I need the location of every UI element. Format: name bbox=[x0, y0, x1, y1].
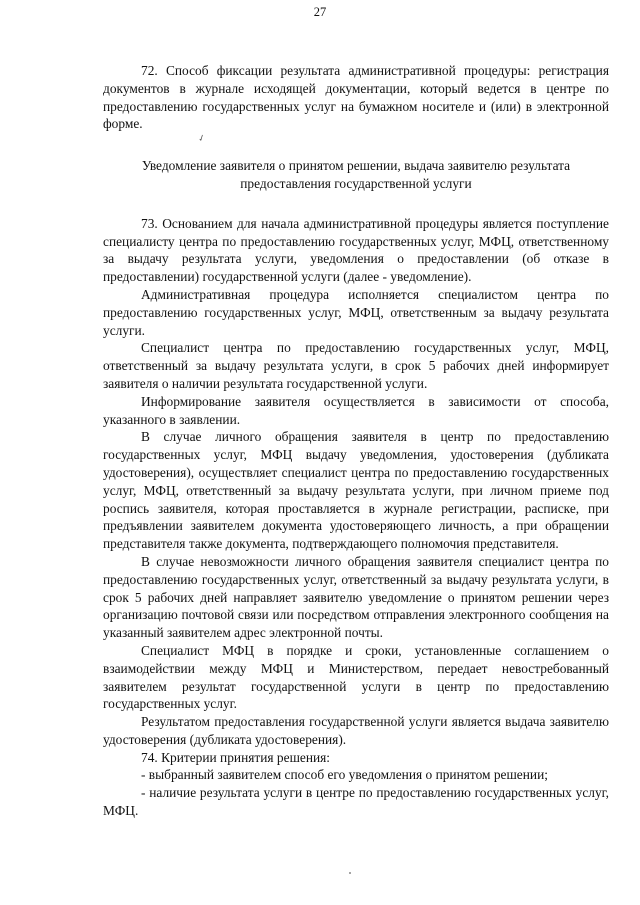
paragraph-72: 72. Способ фиксации результата административной процедуры: регистрация документов в журнале исходящей документации, который ведется в центре по предоставлению государственных услуг на бумажном носителе и (или) в электронной форме. bbox=[103, 63, 609, 132]
paragraph-procedure: Административная процедура исполняется специалистом центра по предоставлению государственных услуг, МФЦ, ответственным за выдачу результата услуги. bbox=[103, 286, 609, 338]
paragraph-specialist: Специалист центра по предоставлению государственных услуг, МФЦ, ответственный за выдачу результата услуги, в срок 5 рабочих дней информирует заявителя о наличии результата государственной услуги. bbox=[103, 340, 609, 391]
paragraph-result: Результатом предоставления государственной услуги является выдача заявителю удостоверения (дубликата удостоверения). bbox=[103, 714, 609, 747]
scan-mark: ✓ bbox=[196, 132, 207, 145]
paragraph-informing: Информирование заявителя осуществляется в зависимости от способа, указанного в заявлении. bbox=[103, 393, 609, 427]
paragraph-73: 73. Основанием для начала административной процедуры является поступление специалисту центра по предоставлению государственных услуг, МФЦ, ответственному за выдачу результата услуги, уведомления о предоставлении (об отказе в предоставлении) государственной услуги (далее - уведомление). bbox=[103, 215, 609, 285]
paragraph-mfc-transfer: Специалист МФЦ в порядке и сроки, установленные соглашением о взаимодействии между МФЦ и Министерством, передает невостребованный заявителем результат государственной услуги в центр по предоставлению государственных услуг. bbox=[103, 642, 609, 712]
scan-speck bbox=[349, 872, 351, 874]
section-heading: Уведомление заявителя о принятом решении, выдача заявителю результата предоставления государственной услуги bbox=[141, 158, 571, 191]
list-item: - выбранный заявителем способ его уведомления о принятом решении; bbox=[141, 767, 548, 783]
page-number: 27 bbox=[313, 5, 327, 19]
paragraph-74: 74. Критерии принятия решения: bbox=[141, 749, 331, 765]
list-item: - наличие результата услуги в центре по предоставлению государственных услуг, МФЦ. bbox=[103, 785, 609, 819]
paragraph-no-visit: В случае невозможности личного обращения заявителя специалист центра по предоставлению государственных услуг, ответственный за выдачу результата услуги, в срок 5 рабочих дней направляет заявителю уведомление о принятом решении через организацию почтовой связи или посредством отправления электронного сообщения на указанный заявителем адрес электронной почты. bbox=[103, 553, 609, 641]
paragraph-personal-visit: В случае личного обращения заявителя в центр по предоставлению государственных услуг, МФЦ выдачу уведомления, удостоверения (дубликата удостоверения), осуществляет специалист центра по предоставлению государственных услуг, МФЦ, ответственный за выдачу результата услуги, при личном приеме под роспись заявителя, которая проставляется в журнале регистрации, расписке, при предъявлении заявителем документа удостоверяющего личность, а при обращении представителя также документа, подтверждающего полномочия представителя. bbox=[103, 429, 609, 552]
document-body bbox=[103, 62, 609, 820]
